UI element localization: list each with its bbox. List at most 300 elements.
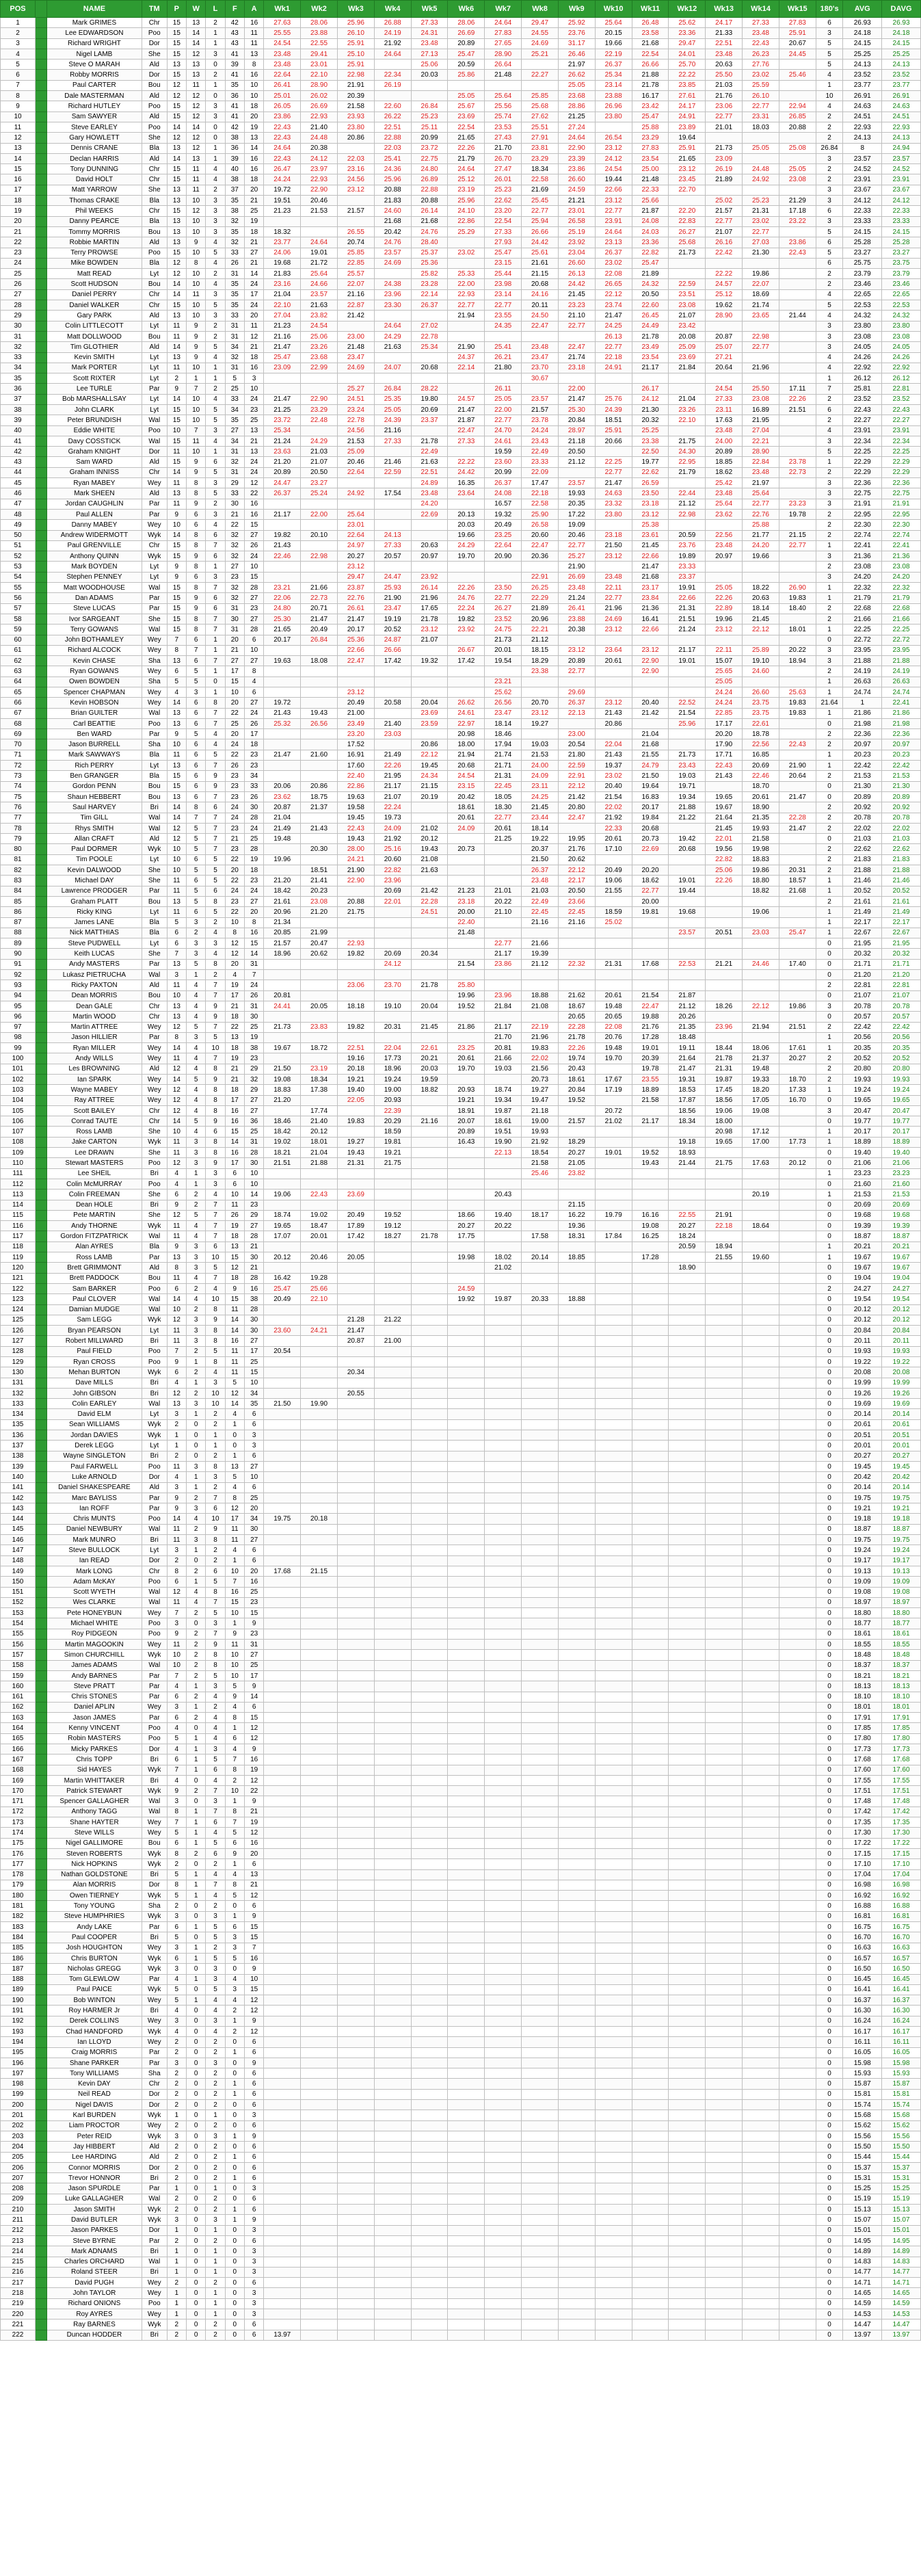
week-score-cell: 24.54 — [264, 38, 301, 49]
week-score-cell — [595, 938, 632, 949]
week-score-cell: 21.42 — [411, 886, 448, 896]
week-score-cell — [558, 1179, 595, 1189]
week-score-cell: 20.59 — [669, 1241, 706, 1252]
week-score-cell: 23.62 — [706, 509, 743, 519]
one-eighty-cell: 1 — [816, 676, 843, 687]
stat-cell: 10 — [244, 1472, 263, 1482]
week-score-cell: 26.64 — [485, 60, 522, 70]
week-score-cell: 27.91 — [522, 133, 559, 143]
stat-cell: 4 — [206, 1190, 225, 1200]
player-name-cell: Colin FREEMAN — [47, 1190, 142, 1200]
week-score-cell: 21.51 — [779, 404, 816, 415]
row-marker — [36, 1828, 47, 1838]
week-score-cell — [779, 990, 816, 1001]
week-score-cell — [485, 1723, 522, 1733]
week-score-cell: 25.29 — [448, 226, 485, 237]
week-score-cell: 20.98 — [448, 729, 485, 739]
pos-cell: 161 — [1, 1692, 36, 1702]
week-score-cell: 21.58 — [337, 101, 374, 111]
pos-cell: 170 — [1, 1786, 36, 1796]
week-score-cell: 20.31 — [374, 1022, 411, 1032]
week-score-cell — [669, 1472, 706, 1482]
week-score-cell: 25.64 — [743, 488, 779, 499]
row-marker — [36, 949, 47, 959]
team-cell: Chr — [142, 164, 167, 174]
pos-cell: 141 — [1, 1482, 36, 1493]
week-score-cell: 21.07 — [706, 226, 743, 237]
week-score-cell — [743, 949, 779, 959]
stat-cell: 14 — [167, 1116, 186, 1127]
avg-cell: 21.46 — [843, 876, 882, 886]
table-row — [1, 1315, 921, 1325]
week-score-cell — [374, 1200, 411, 1210]
week-score-cell: 24.76 — [374, 237, 411, 248]
one-eighty-cell: 0 — [816, 1378, 843, 1388]
player-name-cell: Mark GRIMES — [47, 18, 142, 28]
week-score-cell — [595, 1441, 632, 1451]
week-score-cell: 21.23 — [264, 206, 301, 216]
week-score-cell — [743, 1848, 779, 1858]
week-score-cell — [743, 1828, 779, 1838]
pos-cell: 45 — [1, 478, 36, 488]
week-score-cell — [411, 1419, 448, 1430]
week-score-cell — [264, 1650, 301, 1660]
week-score-cell — [558, 1692, 595, 1702]
table-row — [1, 415, 921, 425]
week-score-cell — [558, 1597, 595, 1607]
week-score-cell: 24.25 — [595, 321, 632, 331]
week-score-cell — [558, 823, 595, 833]
player-name-cell: Ian READ — [47, 1555, 142, 1566]
stat-cell: 18 — [225, 1231, 244, 1241]
week-score-cell — [669, 949, 706, 959]
week-score-cell: 21.31 — [706, 1064, 743, 1074]
avg-cell: 18.13 — [843, 1681, 882, 1692]
week-score-cell: 17.54 — [374, 488, 411, 499]
week-score-cell — [374, 447, 411, 457]
week-score-cell: 24.87 — [374, 635, 411, 645]
stat-cell: 15 — [244, 1608, 263, 1618]
week-score-cell — [743, 1535, 779, 1545]
week-score-cell — [669, 478, 706, 488]
one-eighty-cell: 0 — [816, 959, 843, 969]
week-score-cell — [448, 1388, 485, 1398]
stat-cell: 5 — [167, 917, 186, 928]
week-score-cell — [522, 1723, 559, 1733]
week-score-cell — [558, 1367, 595, 1378]
week-score-cell: 17.22 — [558, 509, 595, 519]
pos-cell: 136 — [1, 1430, 36, 1441]
week-score-cell: 20.31 — [779, 865, 816, 876]
stat-cell: 12 — [187, 111, 206, 122]
week-score-cell — [485, 1503, 522, 1514]
week-score-cell — [301, 1577, 338, 1587]
week-score-cell: 26.37 — [558, 698, 595, 708]
stat-cell: 14 — [167, 530, 186, 540]
week-score-cell — [374, 1566, 411, 1576]
week-score-cell: 23.29 — [632, 133, 669, 143]
week-score-cell: 26.19 — [706, 164, 743, 174]
pos-cell: 14 — [1, 153, 36, 163]
week-score-cell: 25.47 — [632, 258, 669, 268]
week-score-cell — [706, 1577, 743, 1587]
avg-cell: 18.77 — [843, 1618, 882, 1629]
week-score-cell — [595, 1419, 632, 1430]
week-score-cell: 23.86 — [485, 959, 522, 969]
avg-cell: 24.27 — [843, 1283, 882, 1293]
week-score-cell: 21.43 — [706, 771, 743, 781]
pos-cell: 6 — [1, 70, 36, 80]
week-score-cell — [779, 1555, 816, 1566]
stat-cell: 8 — [206, 1137, 225, 1147]
player-name-cell: Wayne MABEY — [47, 1085, 142, 1095]
pos-cell: 142 — [1, 1493, 36, 1503]
week-score-cell: 21.16 — [411, 1116, 448, 1127]
week-score-cell — [595, 1786, 632, 1796]
davg-cell: 18.10 — [882, 1692, 921, 1702]
week-score-cell: 18.46 — [264, 1116, 301, 1127]
week-score-cell — [374, 1441, 411, 1451]
week-score-cell: 23.48 — [743, 467, 779, 477]
avg-cell: 21.53 — [843, 771, 882, 781]
stat-cell: 3 — [187, 687, 206, 698]
week-score-cell: 21.15 — [301, 1566, 338, 1576]
stat-cell: 3 — [244, 1430, 263, 1441]
week-score-cell: 19.70 — [448, 551, 485, 562]
one-eighty-cell: 1 — [816, 1127, 843, 1137]
week-score-cell — [301, 1200, 338, 1210]
week-score-cell — [632, 1105, 669, 1116]
week-score-cell: 20.63 — [706, 60, 743, 70]
week-score-cell: 23.03 — [743, 928, 779, 938]
week-score-cell — [374, 990, 411, 1001]
one-eighty-cell: 5 — [816, 248, 843, 258]
stat-cell: 35 — [225, 279, 244, 289]
one-eighty-cell: 2 — [816, 854, 843, 865]
week-score-cell: 22.34 — [374, 70, 411, 80]
stat-cell: 16 — [225, 1105, 244, 1116]
week-score-cell: 23.52 — [485, 614, 522, 624]
week-score-cell — [301, 1670, 338, 1681]
row-marker — [36, 1346, 47, 1356]
week-score-cell: 26.19 — [374, 80, 411, 90]
column-header: Wk7 — [485, 1, 522, 18]
week-score-cell — [558, 1817, 595, 1828]
table-row — [1, 1555, 921, 1566]
pos-cell: 122 — [1, 1283, 36, 1293]
week-score-cell — [337, 1514, 374, 1524]
one-eighty-cell: 0 — [816, 1482, 843, 1493]
week-score-cell — [595, 1430, 632, 1441]
one-eighty-cell: 0 — [816, 1723, 843, 1733]
stat-cell: 15 — [167, 70, 186, 80]
pos-cell: 73 — [1, 771, 36, 781]
one-eighty-cell: 2 — [816, 1074, 843, 1084]
week-score-cell — [522, 970, 559, 980]
davg-cell: 21.07 — [882, 990, 921, 1001]
player-name-cell: Les BROWNING — [47, 1064, 142, 1074]
team-cell: Bou — [142, 1838, 167, 1848]
stat-cell: 17 — [225, 1095, 244, 1105]
one-eighty-cell: 2 — [816, 467, 843, 477]
table-row — [1, 101, 921, 111]
week-score-cell: 24.76 — [448, 593, 485, 603]
week-score-cell — [301, 676, 338, 687]
stat-cell: 15 — [244, 572, 263, 582]
stat-cell: 3 — [206, 289, 225, 300]
davg-cell: 20.56 — [882, 1032, 921, 1042]
team-cell: Par — [142, 729, 167, 739]
week-score-cell — [669, 1535, 706, 1545]
week-score-cell — [779, 1430, 816, 1441]
stat-cell: 9 — [206, 1001, 225, 1011]
column-header: Wk3 — [337, 1, 374, 18]
team-cell: Poo — [142, 28, 167, 38]
stat-cell: 14 — [225, 1315, 244, 1325]
stat-cell: 15 — [167, 540, 186, 551]
row-marker — [36, 258, 47, 268]
week-score-cell — [632, 1294, 669, 1304]
week-score-cell — [264, 1640, 301, 1650]
week-score-cell: 17.65 — [411, 603, 448, 614]
week-score-cell — [411, 1388, 448, 1398]
week-score-cell — [411, 1713, 448, 1723]
week-score-cell — [264, 865, 301, 876]
week-score-cell — [779, 614, 816, 624]
week-score-cell — [669, 1608, 706, 1618]
week-score-cell: 22.64 — [485, 540, 522, 551]
row-marker — [36, 1650, 47, 1660]
team-cell: She — [142, 949, 167, 959]
stat-cell: 8 — [206, 1304, 225, 1315]
week-score-cell — [374, 1241, 411, 1252]
week-score-cell — [706, 970, 743, 980]
stat-cell: 14 — [167, 698, 186, 708]
week-score-cell — [595, 1168, 632, 1179]
week-score-cell — [632, 1650, 669, 1660]
pos-cell: 126 — [1, 1326, 36, 1336]
week-score-cell: 20.88 — [374, 185, 411, 195]
week-score-cell — [558, 1127, 595, 1137]
week-score-cell: 22.91 — [522, 572, 559, 582]
week-score-cell: 21.30 — [743, 248, 779, 258]
table-row — [1, 781, 921, 791]
stat-cell: 5 — [187, 896, 206, 906]
week-score-cell — [595, 1315, 632, 1325]
week-score-cell: 25.68 — [669, 237, 706, 248]
week-score-cell — [264, 1765, 301, 1775]
week-score-cell — [411, 687, 448, 698]
stat-cell: 14 — [244, 949, 263, 959]
player-name-cell: Steve EARLEY — [47, 122, 142, 132]
stat-cell: 9 — [244, 1744, 263, 1754]
week-score-cell — [485, 1796, 522, 1806]
row-marker — [36, 1859, 47, 1869]
table-row — [1, 718, 921, 728]
one-eighty-cell: 3 — [816, 342, 843, 352]
player-name-cell: Jason BURRELL — [47, 739, 142, 750]
player-name-cell: Kevin SMITH — [47, 352, 142, 363]
avg-cell: 22.25 — [843, 447, 882, 457]
avg-cell: 20.27 — [843, 1451, 882, 1461]
player-name-cell: Mark BOYDEN — [47, 562, 142, 572]
stat-cell: 18 — [225, 1085, 244, 1095]
davg-cell: 20.61 — [882, 1419, 921, 1430]
week-score-cell — [301, 1796, 338, 1806]
row-marker — [36, 635, 47, 645]
stat-cell: 19 — [244, 216, 263, 226]
week-score-cell: 21.68 — [411, 216, 448, 226]
week-score-cell: 20.22 — [485, 1221, 522, 1231]
team-cell: Wyk — [142, 1419, 167, 1430]
week-score-cell: 24.12 — [301, 153, 338, 163]
week-score-cell — [264, 1053, 301, 1064]
week-score-cell: 20.89 — [706, 447, 743, 457]
avg-cell: 20.11 — [843, 1336, 882, 1346]
stat-cell: 5 — [187, 959, 206, 969]
week-score-cell: 20.50 — [558, 447, 595, 457]
week-score-cell — [301, 1618, 338, 1629]
one-eighty-cell: 2 — [816, 980, 843, 990]
stat-cell: 3 — [187, 1399, 206, 1409]
week-score-cell: 21.57 — [337, 206, 374, 216]
week-score-cell: 22.49 — [522, 896, 559, 906]
table-row — [1, 1032, 921, 1042]
stat-cell: 6 — [167, 1283, 186, 1293]
row-marker — [36, 1503, 47, 1514]
row-marker — [36, 1304, 47, 1315]
week-score-cell: 21.78 — [706, 1053, 743, 1064]
stat-cell: 31 — [225, 467, 244, 477]
week-score-cell — [264, 1744, 301, 1754]
table-row — [1, 676, 921, 687]
table-row — [1, 289, 921, 300]
week-score-cell — [374, 1263, 411, 1273]
one-eighty-cell: 2 — [816, 562, 843, 572]
week-score-cell — [301, 1315, 338, 1325]
stat-cell: 11 — [167, 1535, 186, 1545]
week-score-cell: 19.21 — [337, 1074, 374, 1084]
week-score-cell: 24.64 — [264, 143, 301, 153]
week-score-cell: 26.37 — [264, 488, 301, 499]
week-score-cell — [522, 1640, 559, 1650]
stat-cell: 15 — [244, 520, 263, 530]
table-row — [1, 1043, 921, 1053]
week-score-cell — [301, 1608, 338, 1618]
week-score-cell — [522, 1200, 559, 1210]
week-score-cell: 21.68 — [632, 572, 669, 582]
week-score-cell: 17.89 — [337, 1221, 374, 1231]
week-score-cell — [595, 384, 632, 394]
week-score-cell: 22.43 — [706, 761, 743, 771]
week-score-cell: 24.66 — [301, 279, 338, 289]
week-score-cell — [337, 373, 374, 384]
week-score-cell: 24.13 — [374, 530, 411, 540]
stat-cell: 12 — [167, 1085, 186, 1095]
davg-cell: 24.52 — [882, 164, 921, 174]
week-score-cell — [669, 854, 706, 865]
team-cell: She — [142, 876, 167, 886]
week-score-cell: 21.89 — [632, 269, 669, 279]
week-score-cell: 24.54 — [706, 384, 743, 394]
team-cell: Par — [142, 1692, 167, 1702]
week-score-cell — [411, 1503, 448, 1514]
stat-cell: 12 — [167, 823, 186, 833]
week-score-cell — [264, 1713, 301, 1723]
week-score-cell: 25.91 — [337, 38, 374, 49]
week-score-cell — [264, 373, 301, 384]
avg-cell: 21.66 — [843, 614, 882, 624]
week-score-cell: 18.51 — [301, 865, 338, 876]
week-score-cell — [374, 1419, 411, 1430]
stat-cell: 8 — [187, 802, 206, 813]
week-score-cell — [595, 1304, 632, 1315]
stat-cell: 3 — [167, 1796, 186, 1806]
week-score-cell: 25.33 — [448, 269, 485, 279]
week-score-cell — [301, 1545, 338, 1555]
week-score-cell — [522, 1577, 559, 1587]
team-cell: Poo — [142, 248, 167, 258]
pos-cell: 12 — [1, 133, 36, 143]
week-score-cell — [337, 478, 374, 488]
team-cell: Lyt — [142, 562, 167, 572]
davg-cell: 24.20 — [882, 572, 921, 582]
week-score-cell: 24.92 — [743, 174, 779, 185]
week-score-cell — [669, 1681, 706, 1692]
table-row — [1, 1409, 921, 1419]
team-cell: Bla — [142, 771, 167, 781]
stat-cell: 15 — [167, 300, 186, 311]
week-score-cell — [743, 1346, 779, 1356]
week-score-cell: 23.23 — [779, 499, 816, 509]
avg-cell: 23.91 — [843, 174, 882, 185]
week-score-cell: 22.54 — [448, 122, 485, 132]
week-score-cell — [264, 1723, 301, 1733]
davg-cell: 26.93 — [882, 18, 921, 28]
week-score-cell — [706, 1451, 743, 1461]
week-score-cell — [374, 1629, 411, 1639]
table-row — [1, 1535, 921, 1545]
week-score-cell — [706, 321, 743, 331]
week-score-cell: 25.65 — [706, 666, 743, 676]
week-score-cell — [743, 1315, 779, 1325]
player-name-cell: Kevin CHASE — [47, 656, 142, 666]
avg-cell: 19.65 — [843, 1095, 882, 1105]
week-score-cell: 20.12 — [779, 1158, 816, 1168]
week-score-cell — [669, 917, 706, 928]
week-score-cell — [337, 1304, 374, 1315]
week-score-cell — [522, 1190, 559, 1200]
davg-cell: 19.75 — [882, 1535, 921, 1545]
avg-cell: 17.15 — [843, 1848, 882, 1858]
week-score-cell — [779, 551, 816, 562]
row-marker — [36, 1336, 47, 1346]
week-score-cell — [264, 1451, 301, 1461]
column-header — [36, 1, 47, 18]
week-score-cell: 19.43 — [337, 834, 374, 844]
week-score-cell: 22.10 — [301, 70, 338, 80]
week-score-cell — [374, 907, 411, 917]
week-score-cell: 22.02 — [522, 1053, 559, 1064]
week-score-cell: 21.43 — [264, 708, 301, 718]
team-cell: Bou — [142, 279, 167, 289]
week-score-cell — [301, 1828, 338, 1838]
week-score-cell: 26.60 — [743, 687, 779, 698]
week-score-cell — [485, 1702, 522, 1712]
week-score-cell: 22.60 — [374, 101, 411, 111]
week-score-cell — [595, 1158, 632, 1168]
week-score-cell — [301, 1419, 338, 1430]
